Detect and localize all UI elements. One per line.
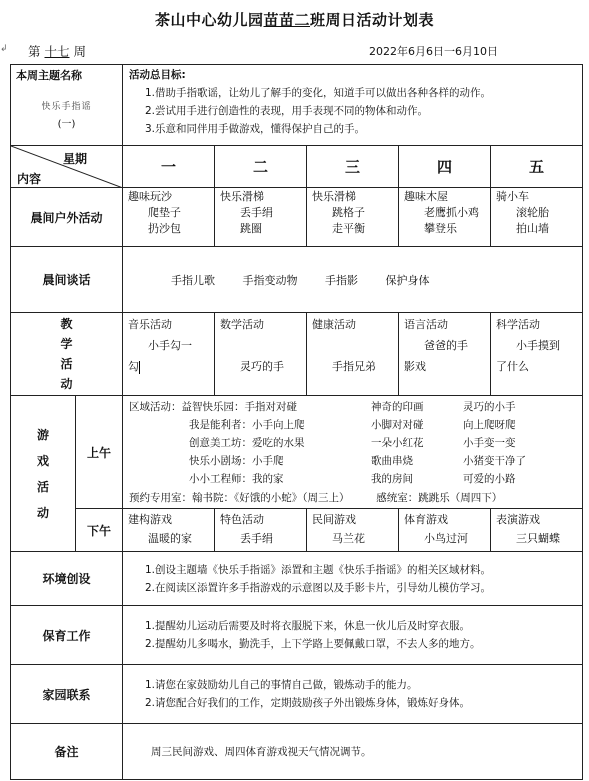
day-header-mon: 一	[123, 146, 215, 188]
care-row	[11, 606, 583, 665]
talk-topic: 手指影	[325, 273, 358, 287]
theme-row	[11, 65, 583, 146]
week-number[interactable]: 十七	[44, 44, 70, 59]
outdoor-row	[11, 188, 583, 247]
corner-top-label: 星期	[63, 152, 88, 166]
theme-cell[interactable]	[11, 65, 123, 146]
goals-cell[interactable]	[123, 65, 583, 146]
afternoon-name: 小鸟过河	[424, 532, 468, 545]
day-header-row	[11, 146, 583, 188]
theme-sub: (一)	[57, 119, 76, 130]
environment-label: 环境创设	[11, 552, 123, 606]
teaching-subject: 数学活动	[220, 318, 264, 331]
day-header-tue: 二	[215, 146, 307, 188]
home-row	[11, 665, 583, 724]
area-activities-grid	[123, 396, 582, 490]
environment-row	[11, 552, 583, 606]
teaching-title: 小手摸到	[516, 339, 560, 352]
games-label-char: 活	[36, 479, 49, 494]
games-label-char: 动	[36, 505, 49, 520]
appointment-line: 预约专用室：翰书院：《好饿的小蛇》（周三上） 感统室：跳跳乐（周四下）	[129, 492, 503, 504]
teaching-subject: 科学活动	[496, 318, 540, 331]
teaching-cell[interactable]	[307, 313, 399, 396]
talk-cell[interactable]	[123, 247, 583, 313]
afternoon-type: 特色活动	[220, 513, 264, 526]
theme-name: 快乐手指谣	[41, 102, 92, 112]
teaching-cell[interactable]	[491, 313, 583, 396]
teaching-label-char: 活	[60, 357, 73, 371]
afternoon-cell[interactable]	[307, 509, 399, 552]
outdoor-item: 跳格子	[332, 206, 365, 219]
corner-bottom-label: 内容	[17, 172, 42, 186]
teaching-title	[312, 335, 393, 356]
home-item: 2.请您配合好我们的工作，定期鼓励孩子外出锻炼身体，锻炼好身体。	[145, 697, 471, 709]
outdoor-item: 快乐滑梯	[312, 190, 356, 203]
teaching-cell[interactable]	[123, 313, 215, 396]
notes-text: 周三民间游戏、周四体育游戏视天气情况调节。	[151, 746, 372, 758]
outdoor-item: 扔沙包	[148, 222, 181, 235]
games-morning-row	[11, 396, 583, 509]
outdoor-item: 丢手绢	[240, 206, 273, 219]
teaching-subject: 语言活动	[404, 318, 448, 331]
outdoor-cell[interactable]	[123, 188, 215, 247]
outdoor-item: 拍山墙	[516, 222, 549, 235]
area-item: 我是能利者：小手向上爬	[189, 419, 305, 431]
teaching-subject: 健康活动	[312, 318, 356, 331]
teaching-label-char: 学	[60, 337, 73, 351]
return-mark-icon: ↲	[0, 44, 8, 54]
talk-topic: 保护身体	[385, 273, 430, 287]
outdoor-item: 趣味木屋	[404, 190, 448, 203]
date-range[interactable]: 2022年6月6日一6月10日	[369, 45, 498, 58]
afternoon-type: 民间游戏	[312, 513, 356, 526]
outdoor-cell[interactable]	[491, 188, 583, 247]
week-label	[28, 42, 86, 60]
outdoor-label: 晨间户外活动	[11, 188, 123, 247]
area-activities-cell[interactable]	[123, 396, 583, 509]
area-item: 我的房间	[371, 473, 413, 485]
teaching-title: 灵巧的手	[240, 360, 284, 373]
area-item: 向上爬呀爬	[463, 419, 516, 431]
care-cell[interactable]	[123, 606, 583, 665]
outdoor-item: 老鹰抓小鸡	[424, 206, 479, 219]
text-cursor	[139, 361, 140, 374]
teaching-title: 影戏	[404, 360, 426, 373]
afternoon-type: 建构游戏	[128, 513, 172, 526]
home-label: 家园联系	[11, 665, 123, 724]
outdoor-item: 跳圈	[240, 222, 262, 235]
outdoor-item: 快乐滑梯	[220, 190, 264, 203]
talk-topic: 手指变动物	[242, 273, 298, 287]
area-item: 歌曲串烧	[371, 455, 413, 467]
area-item: 一朵小红花	[371, 437, 424, 449]
goal-item: 3.乐意和同伴用手做游戏，懂得保护自己的手。	[145, 123, 366, 135]
goal-item: 1.借助手指歌谣，让幼儿了解手的变化，知道手可以做出各种各样的动作。	[145, 87, 492, 99]
notes-label: 备注	[11, 724, 123, 780]
page-title	[0, 9, 589, 30]
teaching-title: 爸爸的手	[424, 339, 468, 352]
teaching-title	[220, 335, 301, 356]
outdoor-cell[interactable]	[215, 188, 307, 247]
area-item: 可爱的小路	[463, 473, 516, 485]
theme-label: 本周主题名称	[16, 69, 82, 82]
afternoon-name: 三只蝴蝶	[516, 532, 560, 545]
outdoor-item: 攀登乐	[424, 222, 457, 235]
games-afternoon-row	[11, 509, 583, 552]
care-label: 保育工作	[11, 606, 123, 665]
area-item: 区域活动：益智快乐园：手指对对碰	[129, 401, 297, 413]
outdoor-item: 走平衡	[332, 222, 365, 235]
goals-heading: 活动总目标:	[129, 69, 186, 81]
teaching-cell[interactable]	[399, 313, 491, 396]
teaching-title: 勾	[128, 360, 139, 373]
notes-row	[11, 724, 583, 780]
afternoon-cell[interactable]	[491, 509, 583, 552]
games-label-char: 游	[36, 427, 49, 442]
afternoon-name: 马兰花	[332, 532, 365, 545]
teaching-title: 了什么	[496, 360, 529, 373]
teaching-label-char: 教	[60, 317, 73, 331]
class-name: 苗苗二	[263, 11, 310, 29]
notes-cell[interactable]	[123, 724, 583, 780]
teaching-cell[interactable]	[215, 313, 307, 396]
day-header-thu: 四	[399, 146, 491, 188]
teaching-subject: 音乐活动	[128, 318, 172, 331]
outdoor-item: 趣味玩沙	[128, 190, 172, 203]
day-header-fri: 五	[491, 146, 583, 188]
afternoon-cell[interactable]	[123, 509, 215, 552]
goal-item: 2.尝试用手进行创造性的表现，用手表现不同的物体和动作。	[145, 105, 429, 117]
area-item: 小脚对对碰	[371, 419, 424, 431]
title-suffix: 班周日活动计划表	[310, 11, 435, 29]
outdoor-item: 滚轮胎	[516, 206, 549, 219]
outdoor-cell[interactable]	[399, 188, 491, 247]
afternoon-cell[interactable]	[399, 509, 491, 552]
games-label	[11, 396, 76, 552]
day-header-corner	[11, 146, 123, 188]
afternoon-label: 下午	[76, 509, 123, 552]
afternoon-name: 温暖的家	[148, 532, 192, 545]
outdoor-item: 爬垫子	[148, 206, 181, 219]
plan-table	[10, 64, 583, 780]
week-suffix: 周	[73, 44, 87, 59]
care-item: 2.提醒幼儿多喝水，勤洗手，上下学路上要佩戴口罩，不去人多的地方。	[145, 638, 481, 650]
games-label-char: 戏	[36, 453, 49, 468]
area-item: 小小工程师：我的家	[189, 473, 284, 485]
talk-row	[11, 247, 583, 313]
environment-item: 2.在阅读区添置许多手指游戏的示意图以及手影卡片，引导幼儿模仿学习。	[145, 581, 492, 594]
talk-topic: 手指儿歌	[171, 273, 215, 287]
afternoon-type: 体育游戏	[404, 513, 448, 526]
afternoon-cell[interactable]	[215, 509, 307, 552]
teaching-title: 小手勾一	[148, 339, 192, 352]
teaching-label	[11, 313, 123, 396]
area-item: 神奇的印画	[371, 401, 424, 413]
teaching-row	[11, 313, 583, 396]
care-item: 1.提醒幼儿运动后需要及时将衣服脱下来，休息一伙儿后及时穿衣服。	[145, 620, 471, 632]
area-item: 灵巧的小手	[463, 401, 516, 413]
afternoon-type: 表演游戏	[496, 513, 540, 526]
afternoon-name: 丢手绢	[240, 532, 273, 545]
talk-label: 晨间谈话	[11, 247, 123, 313]
teaching-label-char: 动	[60, 377, 73, 391]
day-header-wed: 三	[307, 146, 399, 188]
teaching-title: 手指兄弟	[332, 360, 376, 373]
area-item: 小猪变干净了	[463, 455, 526, 467]
area-item: 小手变一变	[463, 437, 516, 449]
home-cell[interactable]	[123, 665, 583, 724]
outdoor-cell[interactable]	[307, 188, 399, 247]
environment-cell[interactable]	[123, 552, 583, 606]
morning-label: 上午	[76, 396, 123, 509]
school-name: 茶山中心幼儿园	[154, 11, 264, 29]
home-item: 1.请您在家鼓励幼儿自己的事情自己做，锻炼动手的能力。	[145, 679, 418, 691]
area-item: 创意美工坊：爱吃的水果	[189, 437, 305, 449]
week-prefix: 第	[28, 44, 41, 59]
environment-item: 1.创设主题墙《快乐手指谣》添置和主题《快乐手指谣》的相关区域材料。	[145, 563, 492, 576]
outdoor-item: 骑小车	[496, 190, 529, 203]
area-item: 快乐小剧场：小手爬	[189, 455, 284, 467]
